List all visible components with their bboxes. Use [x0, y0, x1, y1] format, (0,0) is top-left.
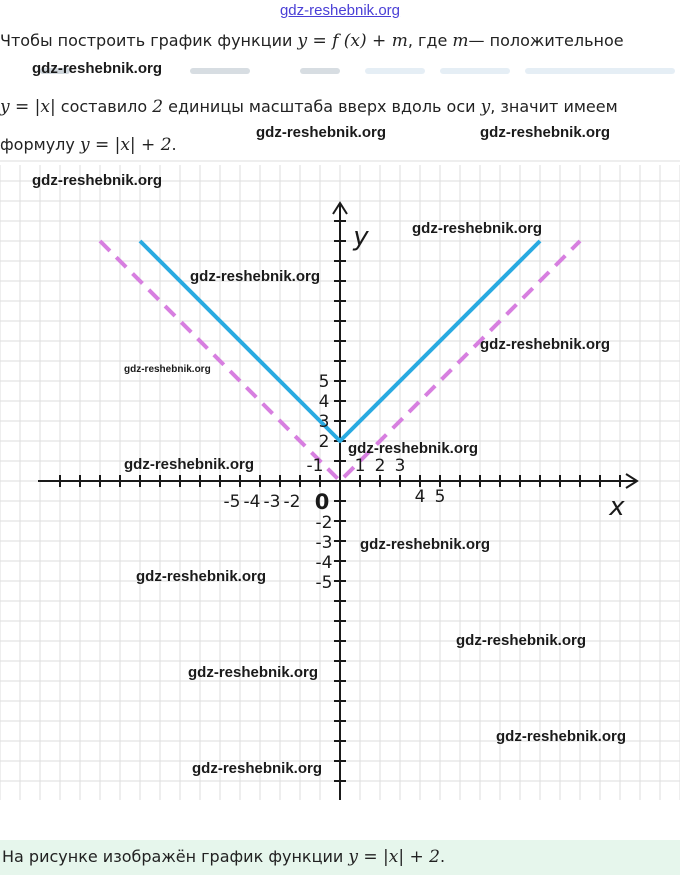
intro-text: составило: [55, 97, 153, 116]
x-tick-label: -4: [243, 492, 261, 512]
x-tick-label: 3: [394, 456, 406, 476]
watermark: gdz-reshebnik.org: [496, 728, 627, 745]
intro-text: .: [171, 135, 177, 154]
watermark: gdz-reshebnik.org: [348, 440, 479, 457]
intro-line-4: [0, 134, 177, 156]
intro-line-1: [0, 30, 624, 52]
y-tick-label: -5: [315, 573, 333, 593]
formula-result: y = |x| + 2: [79, 135, 172, 155]
x-tick-label: -3: [263, 492, 281, 512]
intro-text: — положительное: [468, 31, 624, 50]
watermark: gdz-reshebnik.org: [190, 268, 321, 285]
graph-area: [0, 155, 680, 810]
y-tick-label: -4: [315, 553, 333, 573]
watermark: gdz-reshebnik.org: [136, 568, 267, 585]
x-tick-label: 1: [354, 456, 366, 476]
watermark: gdz-reshebnik.org: [32, 60, 163, 77]
y-axis-label: y: [353, 222, 369, 252]
site-link[interactable]: gdz-reshebnik.org: [279, 2, 401, 19]
watermark: gdz-reshebnik.org: [124, 456, 255, 473]
function-graph: [0, 155, 680, 810]
y-tick-label: -3: [315, 533, 333, 553]
formula-abs: y = |x|: [0, 97, 56, 117]
watermark: gdz-reshebnik.org: [480, 124, 611, 141]
y-tick-label: -2: [315, 513, 333, 533]
x-tick-label: 4: [414, 487, 426, 507]
intro-line-3: [0, 96, 618, 118]
watermark: gdz-reshebnik.org: [32, 172, 163, 189]
x-tick-label: -5: [223, 492, 241, 512]
watermark: gdz-reshebnik.org: [480, 336, 611, 353]
x-tick-label: -2: [283, 492, 301, 512]
x-tick-label: -1: [306, 456, 324, 476]
origin-label: 0: [314, 490, 330, 514]
watermark: gdz-reshebnik.org: [188, 664, 319, 681]
x-tick-label: 2: [374, 456, 386, 476]
axis-name: y: [480, 97, 491, 117]
intro-text: , значит имеем: [490, 97, 618, 116]
shift-value: 2: [152, 97, 164, 117]
watermark: gdz-reshebnik.org: [256, 124, 387, 141]
answer-formula: y = |x| + 2: [348, 847, 440, 867]
answer-text: [2, 846, 445, 868]
watermark: gdz-reshebnik.org: [360, 536, 491, 553]
param-m: m: [452, 31, 469, 51]
answer-panel: [0, 840, 680, 875]
intro-text: Чтобы построить график функции: [0, 31, 298, 50]
intro-text: , где: [407, 31, 453, 50]
y-tick-label: 2: [318, 432, 330, 452]
x-axis-label: x: [609, 492, 625, 522]
y-tick-label: 4: [318, 392, 330, 412]
answer-label: На рисунке изображён график функции: [2, 847, 349, 866]
formula-general: y = f (x) + m: [297, 31, 408, 51]
watermark: gdz-reshebnik.org: [456, 632, 587, 649]
watermark: gdz-reshebnik.org: [124, 364, 211, 375]
y-tick-label: 5: [318, 372, 330, 392]
x-tick-label: 5: [434, 487, 446, 507]
intro-text: формулу: [0, 135, 80, 154]
answer-end: .: [439, 847, 446, 866]
intro-text: единицы масштаба вверх вдоль оси: [163, 97, 481, 116]
y-tick-label: 3: [318, 412, 330, 432]
watermark: gdz-reshebnik.org: [192, 760, 323, 777]
watermark: gdz-reshebnik.org: [412, 220, 543, 237]
